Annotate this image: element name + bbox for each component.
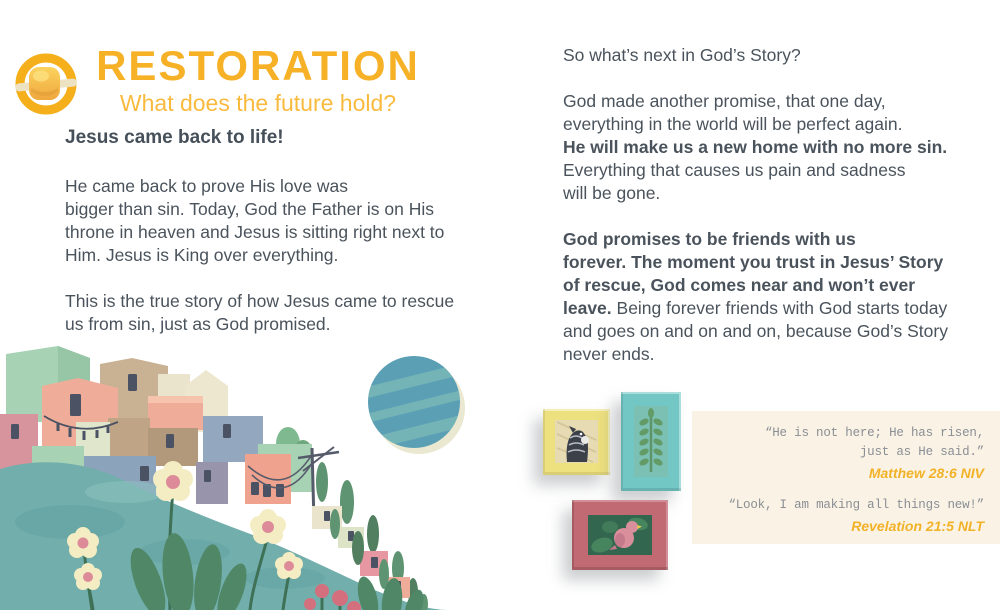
page-title: RESTORATION bbox=[96, 42, 420, 89]
scripture-reference: Revelation 21:5 NLT bbox=[851, 518, 984, 534]
scripture-reference: Matthew 28:6 NIV bbox=[868, 465, 984, 481]
body-paragraph: This is the true story of how Jesus came to rescue us from sin, just as God promised. bbox=[65, 291, 455, 334]
picture-frame-leaf bbox=[621, 392, 681, 491]
body-paragraph: God promises to be friends with us forever. The moment you trust in Jesus’ Story of rescue, God comes near and won’t ever leave. Being forever friends with God starts today and goes on and on and on, because God’s Story never ends. bbox=[563, 229, 948, 364]
picture-frame-zebra bbox=[543, 409, 610, 475]
scripture-quote: “Look, I am making all things new!” bbox=[728, 498, 984, 512]
right-column bbox=[563, 44, 999, 389]
village-illustration bbox=[0, 330, 480, 610]
section-heading: Jesus came back to life! bbox=[65, 127, 284, 148]
page-subtitle: What does the future hold? bbox=[119, 90, 397, 116]
body-paragraph: God made another promise, that one day, everything in the world will be perfect again. He will make us a new home with no more sin. Everything that causes us pain and sadness will be gone. bbox=[563, 91, 948, 203]
scripture-box bbox=[692, 411, 1000, 544]
chapter-header bbox=[90, 42, 426, 116]
picture-frame-bird bbox=[572, 500, 668, 570]
bead-on-cord-icon bbox=[14, 52, 78, 116]
body-paragraph: He came back to prove His love was bigger than sin. Today, God the Father is on His throne in heaven and Jesus is sitting right next to Him. Jesus is King over everything. bbox=[65, 176, 445, 265]
moon-icon bbox=[341, 356, 480, 454]
bead-icon-shape bbox=[29, 67, 60, 100]
scripture-quote: “He is not here; He has risen, just as He said.” bbox=[764, 426, 984, 459]
zebra-picture bbox=[555, 420, 598, 463]
body-paragraph: So what’s next in God’s Story? bbox=[563, 45, 801, 65]
leaf-branch-picture bbox=[634, 406, 668, 477]
bird-picture bbox=[588, 515, 652, 555]
left-column bbox=[65, 126, 495, 359]
